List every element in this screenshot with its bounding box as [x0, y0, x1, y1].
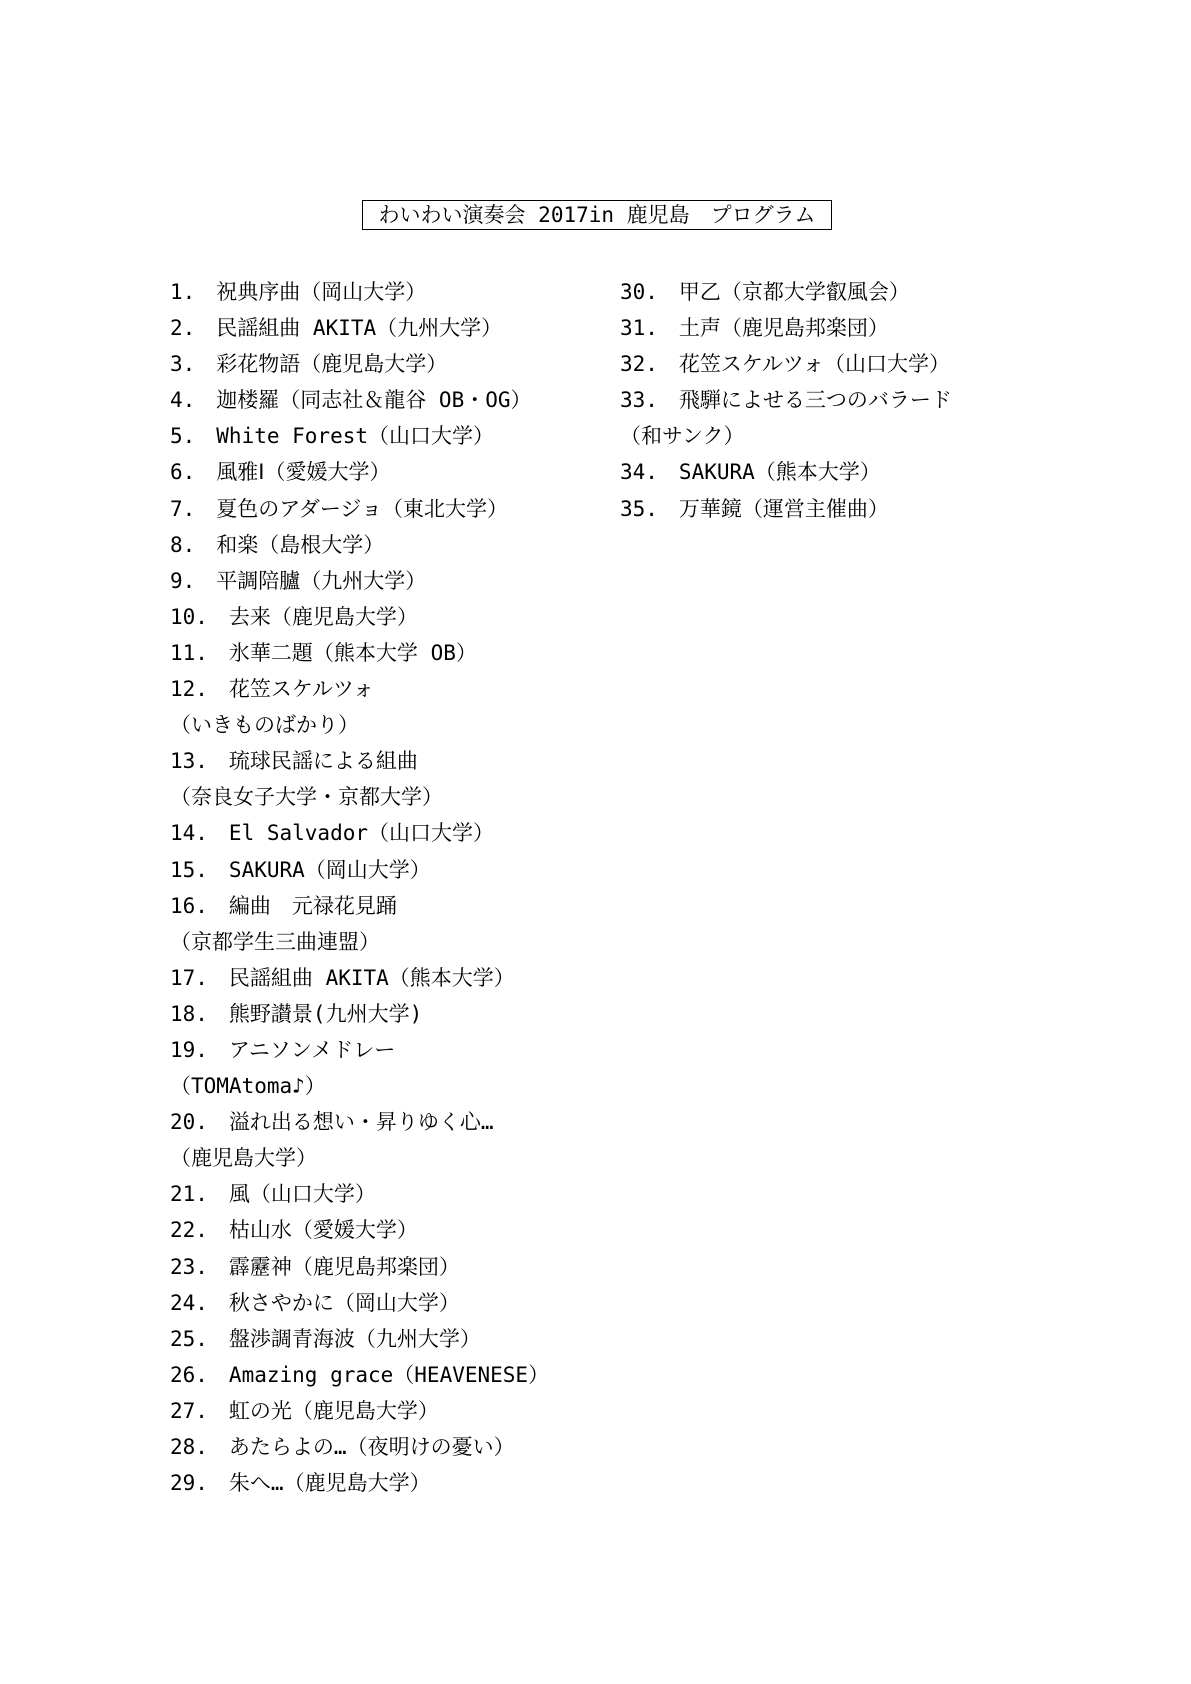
list-item: 3. 彩花物語（鹿児島大学） — [170, 352, 448, 377]
list-item: 11. 氷華二題（熊本大学 OB） — [170, 640, 477, 665]
list-item: 33. 飛騨によせる三つのバラード — [620, 388, 952, 413]
list-item: 13. 琉球民謡による組曲 — [170, 749, 418, 774]
list-item: 21. 風（山口大学） — [170, 1182, 376, 1207]
list-item: 1. 祝典序曲（岡山大学） — [170, 280, 427, 304]
program-title: わいわい演奏会 2017in 鹿児島 プログラム — [362, 200, 832, 230]
list-item: 17. 民謡組曲 AKITA（熊本大学） — [170, 965, 515, 990]
list-item: 12. 花笠スケルツォ — [170, 677, 375, 702]
list-item: 2. 民謡組曲 AKITA（九州大学） — [170, 316, 503, 341]
list-item: 15. SAKURA（岡山大学） — [170, 857, 431, 882]
list-item: 27. 虹の光（鹿児島大学） — [170, 1398, 439, 1423]
list-item: 32. 花笠スケルツォ（山口大学） — [620, 352, 951, 377]
list-item: 34. SAKURA（熊本大学） — [620, 460, 881, 485]
list-item: （奈良女子大学・京都大学） — [170, 785, 443, 810]
list-item: 28. あたらよの…（夜明けの憂い） — [170, 1435, 515, 1459]
list-item: 30. 甲乙（京都大学叡風会） — [620, 280, 910, 304]
list-item: 8. 和楽（島根大学） — [170, 532, 385, 557]
list-item: 14. El Salvador（山口大学） — [170, 821, 495, 846]
list-item: 24. 秋さやかに（岡山大学） — [170, 1290, 460, 1315]
list-item: （和サンク） — [620, 424, 745, 449]
list-item: 26. Amazing grace（HEAVENESE） — [170, 1362, 550, 1387]
list-item: 9. 平調陪臚（九州大学） — [170, 568, 427, 593]
list-item: 35. 万華鏡（運営主催曲） — [620, 496, 889, 521]
list-item: 22. 枯山水（愛媛大学） — [170, 1218, 418, 1243]
list-item: 20. 溢れ出る想い・昇りゆく心… — [170, 1110, 494, 1135]
list-item: 29. 朱へ…（鹿児島大学） — [170, 1471, 431, 1496]
list-item: （TOMAtoma♪） — [170, 1074, 326, 1099]
list-item: 6. 風雅Ⅰ（愛媛大学） — [170, 460, 391, 485]
list-item: 31. 土声（鹿児島邦楽団） — [620, 316, 889, 341]
list-item: 25. 盤渉調青海波（九州大学） — [170, 1326, 481, 1351]
program-list-right — [620, 274, 952, 527]
list-item: 18. 熊野讃景(九州大学) — [170, 1001, 423, 1026]
list-item: 4. 迦楼羅（同志社＆龍谷 OB・OG） — [170, 388, 532, 413]
list-item: 16. 編曲 元禄花見踊 — [170, 893, 397, 918]
list-item: 23. 霹靂神（鹿児島邦楽団） — [170, 1254, 460, 1279]
list-item: （いきものばかり） — [170, 713, 359, 738]
program-list-left — [170, 274, 549, 1501]
list-item: 7. 夏色のアダージョ（東北大学） — [170, 496, 508, 521]
list-item: 19. アニソンメドレー — [170, 1037, 396, 1062]
list-item: （京都学生三曲連盟） — [170, 929, 380, 954]
list-item: 10. 去来（鹿児島大学） — [170, 604, 418, 629]
list-item: 5. White Forest（山口大学） — [170, 424, 495, 449]
list-item: （鹿児島大学） — [170, 1146, 317, 1171]
